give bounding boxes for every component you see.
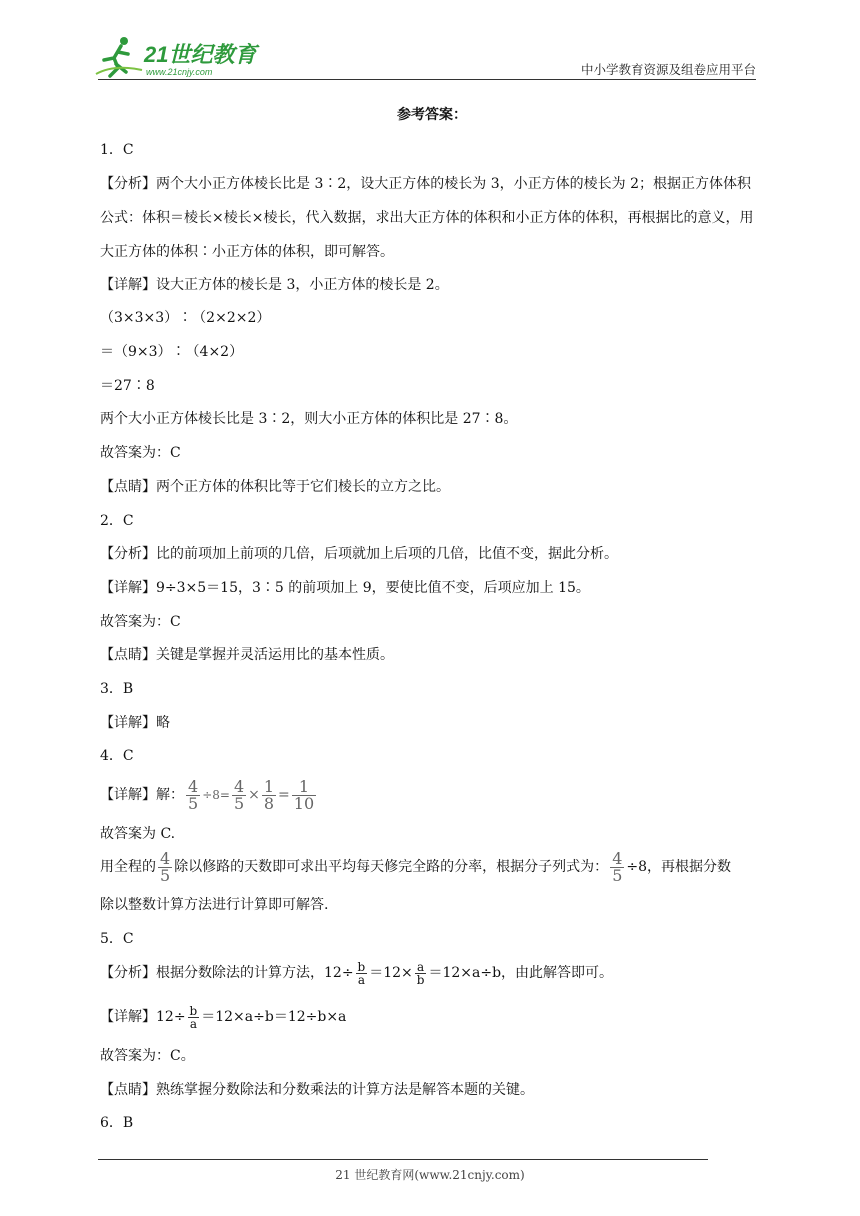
q1-comment: 【点睛】两个正方体的体积比等于它们棱长的立方之比。 [100, 478, 450, 495]
q3-detail: 【详解】略 [100, 714, 170, 731]
q4-fraction-a-den: 5 [188, 793, 199, 813]
q4-fraction-c [262, 776, 276, 813]
q4-expl-1: 用全程的 [100, 859, 156, 876]
q2-analysis: 【分析】比的前项加上前项的几倍，后项就加上后项的几倍，比值不变，据此分析。 [100, 546, 618, 563]
q5-fraction-3 [188, 1005, 200, 1030]
q5-fraction-1-num: b [357, 959, 366, 974]
header-divider [98, 79, 756, 80]
q2-comment: 【点睛】关键是掌握并灵活运用比的基本性质。 [100, 647, 394, 664]
q4-explanation-line1 [100, 848, 764, 885]
runner-icon [96, 37, 142, 76]
q4-expl-fraction2 [610, 848, 624, 885]
logo-title: 21世纪教育 [144, 42, 257, 67]
q5-analysis [100, 958, 764, 988]
q4-times: × [248, 787, 260, 803]
q4-expl-fraction-den: 5 [160, 865, 171, 885]
q4-fraction-b-den: 5 [233, 793, 245, 813]
logo-url: www.21cnjy.com [146, 67, 213, 77]
page-title: 参考答案： [397, 107, 467, 123]
site-logo[interactable] [94, 34, 264, 80]
q1-detail: 【详解】设大正方体的棱长是 3，小正方体的棱长是 2。 [100, 276, 449, 293]
q5-fraction-1-den: a [357, 972, 365, 987]
q4-expl-3: ÷8，再根据分数 [626, 859, 732, 876]
footer-divider [98, 1159, 708, 1160]
q5-analysis-1: 【分析】根据分数除法的计算方法，12÷ [100, 965, 354, 982]
footer-text[interactable]: 21 世纪教育网(www.21cnjy.com) [335, 1168, 525, 1182]
q4-fraction-a-num: 4 [188, 776, 199, 796]
q4-div8: ÷8= [202, 788, 230, 802]
q5-fraction-1 [356, 961, 368, 986]
q4-fraction-c-num: 1 [263, 776, 275, 796]
q5-comment: 【点睛】熟练掌握分数除法和分数乘法的计算方法是解答本题的关键。 [100, 1081, 534, 1098]
q2-answer: 2．C [100, 512, 134, 529]
q4-answer: 4．C [100, 748, 134, 765]
q4-fraction-d [292, 776, 316, 813]
q4-expl-fraction2-num: 4 [612, 848, 623, 868]
q5-detail-1: 【详解】12÷ [100, 1009, 186, 1026]
header-platform-text: 中小学教育资源及组卷应用平台 [580, 62, 756, 77]
q2-final: 故答案为：C [100, 613, 181, 630]
q5-detail [100, 1002, 764, 1032]
q4-expl-fraction2-den: 5 [612, 865, 623, 885]
q4-explanation-line2: 除以整数计算方法进行计算即可解答. [100, 897, 329, 914]
q5-fraction-3-den: a [189, 1016, 197, 1031]
q1-step2: ＝（9×3）∶（4×2） [100, 344, 244, 361]
answer-content [100, 96, 764, 1147]
q5-answer: 5．C [100, 930, 134, 947]
q1-analysis: 【分析】两个大小正方体棱长比是 3∶2，设大正方体的棱长为 3，小正方体的棱长为 2；根据正方体体积公式：体积＝棱长×棱长×棱长，代入数据，求出大正方体的体积和小正方体的体积，再根据比的意义，用大正方体的体积∶小正方体的体积，即可解答。 [100, 175, 754, 260]
q4-eq: = [278, 787, 290, 803]
q5-analysis-2: ＝12× [369, 965, 413, 982]
q4-fraction-c-den: 8 [263, 793, 275, 813]
q4-expl-2: 除以修路的天数即可求出平均每天修完全路的分率，根据分子列式为： [174, 859, 609, 876]
q2-detail: 【详解】9÷3×5＝15，3∶5 的前项加上 9，要使比值不变，后项应加上 15。 [100, 579, 590, 596]
q1-conclusion: 两个大小正方体棱长比是 3∶2，则大小正方体的体积比是 27∶8。 [100, 411, 518, 428]
q1-step1: （3×3×3）∶（2×2×2） [100, 310, 271, 327]
q5-detail-2: ＝12×a÷b＝12÷b×a [201, 1009, 347, 1026]
q1-final: 故答案为：C [100, 445, 181, 462]
q4-expl-fraction-num: 4 [160, 848, 171, 868]
q1-answer: 1．C [100, 142, 134, 158]
q4-fraction-b [232, 776, 246, 813]
q6-answer: 6．B [100, 1115, 134, 1132]
q5-analysis-3: ＝12×a÷b，由此解答即可。 [428, 965, 614, 982]
q5-fraction-2 [415, 961, 427, 986]
q4-fraction-d-den: 10 [293, 793, 315, 813]
q3-answer: 3．B [100, 680, 134, 697]
q5-fraction-2-den: b [416, 972, 425, 987]
q5-fraction-3-num: b [189, 1003, 198, 1018]
q4-fraction-d-num: 1 [298, 776, 310, 796]
q4-detail [100, 776, 764, 813]
q5-fraction-2-num: a [417, 959, 425, 974]
q4-expl-fraction [158, 848, 172, 885]
q1-step3: ＝27∶8 [100, 377, 155, 394]
q4-fraction-a [186, 776, 200, 813]
q4-detail-prefix: 【详解】解： [100, 787, 184, 803]
q4-fraction-b-num: 4 [233, 776, 245, 796]
q5-final: 故答案为：C。 [100, 1047, 195, 1064]
q4-final: 故答案为 C. [100, 825, 176, 842]
